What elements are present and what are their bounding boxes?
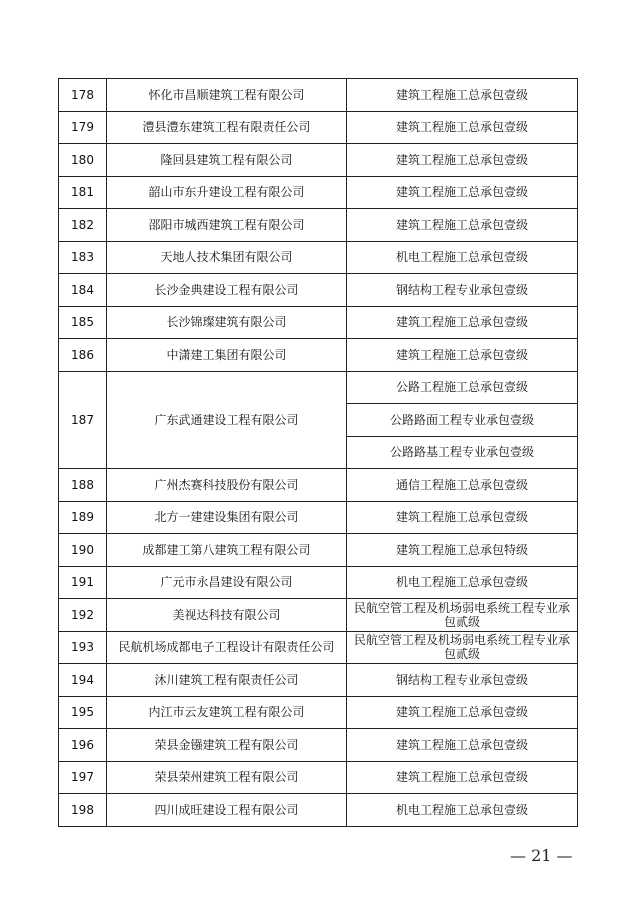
row-number: 189 — [59, 501, 107, 534]
row-number: 190 — [59, 534, 107, 567]
qualification: 建筑工程施工总承包特级 — [347, 534, 578, 567]
row-number: 187 — [59, 371, 107, 469]
table-row — [59, 111, 578, 144]
table-row — [59, 696, 578, 729]
qualification: 建筑工程施工总承包壹级 — [347, 501, 578, 534]
row-number: 180 — [59, 144, 107, 177]
row-number: 197 — [59, 761, 107, 794]
table-row — [59, 761, 578, 794]
qualification: 民航空管工程及机场弱电系统工程专业承包贰级 — [347, 631, 578, 664]
qualification: 建筑工程施工总承包壹级 — [347, 79, 578, 112]
qualification: 建筑工程施工总承包壹级 — [347, 339, 578, 372]
row-number: 198 — [59, 794, 107, 827]
company-name: 成都建工第八建筑工程有限公司 — [107, 534, 347, 567]
qualification: 公路工程施工总承包壹级 — [347, 371, 578, 404]
qualification: 钢结构工程专业承包壹级 — [347, 274, 578, 307]
table-row — [59, 79, 578, 112]
row-number: 188 — [59, 469, 107, 502]
qualification: 机电工程施工总承包壹级 — [347, 566, 578, 599]
table-row — [59, 209, 578, 242]
row-number: 192 — [59, 599, 107, 632]
company-name: 北方一建建设集团有限公司 — [107, 501, 347, 534]
qualification: 建筑工程施工总承包壹级 — [347, 306, 578, 339]
row-number: 194 — [59, 664, 107, 697]
qualification: 建筑工程施工总承包壹级 — [347, 209, 578, 242]
company-name: 广元市永昌建设有限公司 — [107, 566, 347, 599]
company-name: 韶山市东升建设工程有限公司 — [107, 176, 347, 209]
table-row — [59, 729, 578, 762]
table-row — [59, 599, 578, 632]
table-row — [59, 306, 578, 339]
table-row — [59, 339, 578, 372]
row-number: 184 — [59, 274, 107, 307]
row-number: 193 — [59, 631, 107, 664]
company-name: 中潇建工集团有限公司 — [107, 339, 347, 372]
company-name: 天地人技术集团有限公司 — [107, 241, 347, 274]
company-name: 荣县金镪建筑工程有限公司 — [107, 729, 347, 762]
table-body — [59, 79, 578, 827]
table-row — [59, 144, 578, 177]
table-row — [59, 241, 578, 274]
company-name: 民航机场成都电子工程设计有限责任公司 — [107, 631, 347, 664]
table-row — [59, 371, 578, 404]
company-name: 澧县澧东建筑工程有限责任公司 — [107, 111, 347, 144]
company-name: 四川成旺建设工程有限公司 — [107, 794, 347, 827]
row-number: 179 — [59, 111, 107, 144]
table-row — [59, 501, 578, 534]
qualification: 机电工程施工总承包壹级 — [347, 794, 578, 827]
company-name: 长沙锦璨建筑有限公司 — [107, 306, 347, 339]
table-row — [59, 274, 578, 307]
company-name: 广州杰赛科技股份有限公司 — [107, 469, 347, 502]
table-row — [59, 566, 578, 599]
qualification: 民航空管工程及机场弱电系统工程专业承包贰级 — [347, 599, 578, 632]
row-number: 195 — [59, 696, 107, 729]
company-name: 沐川建筑工程有限责任公司 — [107, 664, 347, 697]
qualification: 机电工程施工总承包壹级 — [347, 241, 578, 274]
qualification: 建筑工程施工总承包壹级 — [347, 176, 578, 209]
company-name: 美视达科技有限公司 — [107, 599, 347, 632]
qualification: 建筑工程施工总承包壹级 — [347, 729, 578, 762]
row-number: 186 — [59, 339, 107, 372]
table-row — [59, 534, 578, 567]
row-number: 183 — [59, 241, 107, 274]
table-row — [59, 794, 578, 827]
qualification: 公路路面工程专业承包壹级 — [347, 404, 578, 437]
qualification: 建筑工程施工总承包壹级 — [347, 111, 578, 144]
row-number: 181 — [59, 176, 107, 209]
row-number: 178 — [59, 79, 107, 112]
table-row — [59, 631, 578, 664]
company-name: 隆回县建筑工程有限公司 — [107, 144, 347, 177]
company-name: 怀化市昌顺建筑工程有限公司 — [107, 79, 347, 112]
company-name: 广东武通建设工程有限公司 — [107, 371, 347, 469]
table-row — [59, 469, 578, 502]
row-number: 191 — [59, 566, 107, 599]
company-name: 荣县荣州建筑工程有限公司 — [107, 761, 347, 794]
table-row — [59, 176, 578, 209]
table-row — [59, 664, 578, 697]
qualification: 建筑工程施工总承包壹级 — [347, 696, 578, 729]
row-number: 196 — [59, 729, 107, 762]
company-name: 内江市云友建筑工程有限公司 — [107, 696, 347, 729]
qualification-table — [58, 78, 578, 827]
row-number: 185 — [59, 306, 107, 339]
qualification: 建筑工程施工总承包壹级 — [347, 761, 578, 794]
company-name: 长沙金典建设工程有限公司 — [107, 274, 347, 307]
qualification: 公路路基工程专业承包壹级 — [347, 436, 578, 469]
row-number: 182 — [59, 209, 107, 242]
qualification: 建筑工程施工总承包壹级 — [347, 144, 578, 177]
qualification: 通信工程施工总承包壹级 — [347, 469, 578, 502]
page-number: — 21 — — [510, 846, 573, 865]
qualification: 钢结构工程专业承包壹级 — [347, 664, 578, 697]
company-name: 邵阳市城西建筑工程有限公司 — [107, 209, 347, 242]
